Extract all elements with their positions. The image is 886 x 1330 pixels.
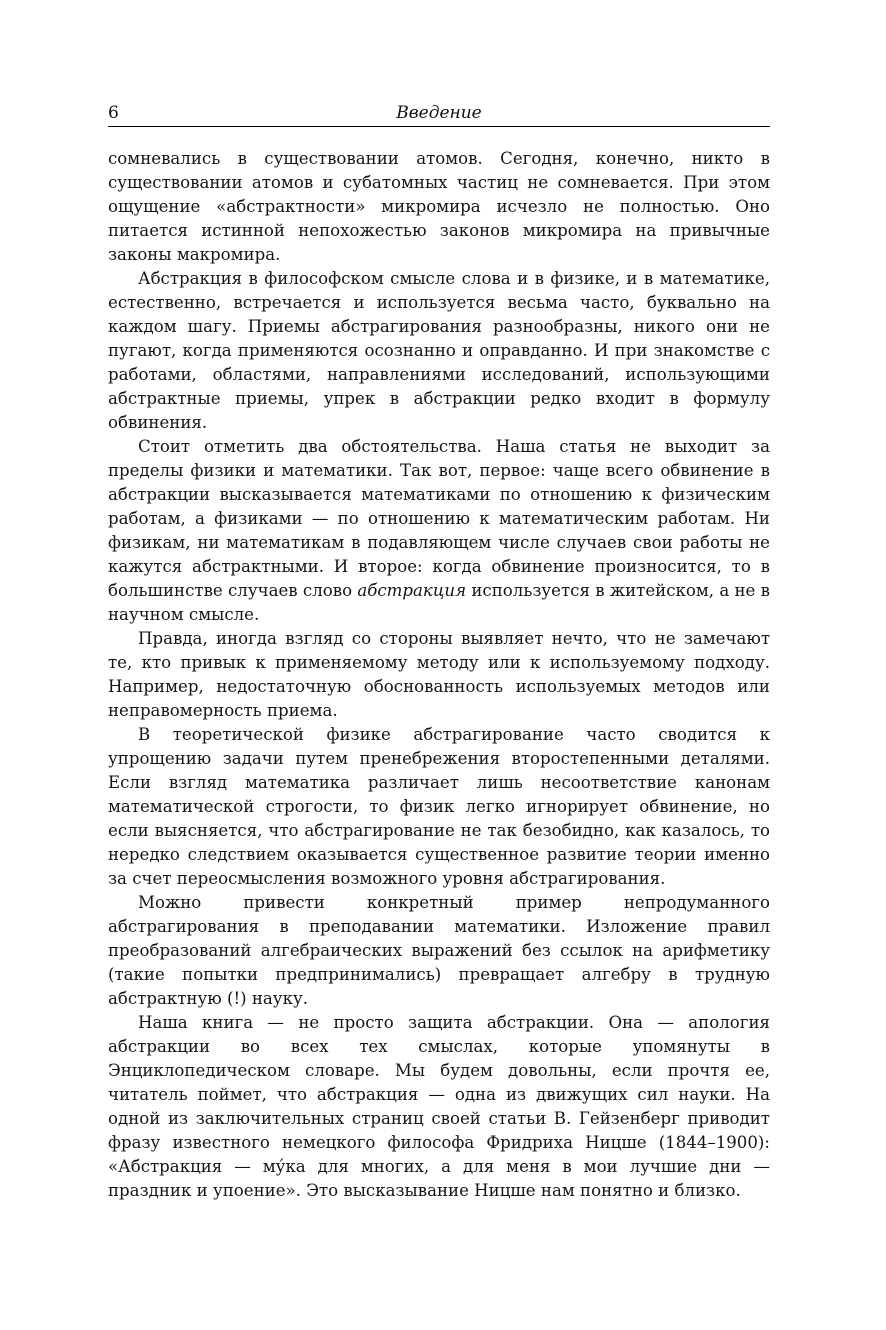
running-title: Введение xyxy=(396,103,482,123)
paragraph-text: используется в житейском, а не в научном смысле. xyxy=(108,581,770,624)
paragraph xyxy=(108,435,770,627)
page-header xyxy=(108,100,770,127)
page-number: 6 xyxy=(108,103,119,123)
paragraph-text: Стоит отметить два обстоятельства. Наша статья не выходит за пределы физики и математики. Так вот, первое: чаще всего обвинение в абстракции высказывается математиками по отношению к физическим работам, а физиками — по отношению к математическим работам. Ни физикам, ни математикам в подавляющем числе случаев свои работы не кажутся абстрактными. И второе: когда обвинение произносится, то в большинстве случаев слово xyxy=(108,437,770,600)
paragraph: В теоретической физике абстрагирование часто сводится к упрощению задачи путем пренебрежения второстепенными деталями. Если взгляд математика различает лишь несоответствие канонам математической строгости, то физик легко игнорирует обвинение, но если выясняется, что абстрагирование не так безобидно, как казалось, то нередко следствием оказывается существенное развитие теории именно за счет переосмысления возможного уровня абстрагирования. xyxy=(108,725,770,888)
body-text xyxy=(108,147,770,1203)
paragraph: Абстракция в философском смысле слова и в физике, и в математике, естественно, встречается и используется весьма часто, буквально на каждом шагу. Приемы абстрагирования разнообразны, никого они не пугают, когда применяются осознанно и оправданно. И при знакомстве с работами, областями, направлениями исследований, использующими абстрактные приемы, упрек в абстракции редко входит в формулу обвинения. xyxy=(108,269,770,432)
paragraph: сомневались в существовании атомов. Сегодня, конечно, никто в существовании атомов и субатомных частиц не сомневается. При этом ощущение «абстрактности» микромира исчезло не полностью. Оно питается истинной непохожестью законов микромира на привычные законы макромира. xyxy=(108,149,770,264)
paragraph: Наша книга — не просто защита абстракции. Она — апология абстракции во всех тех смыслах, которые упомянуты в Энциклопедическом словаре. Мы будем довольны, если прочтя ее, читатель поймет, что абстракция — одна из движущих сил науки. На одной из заключительных страниц своей статьи В. Гейзенберг приводит фразу известного немецкого философа Фридриха Ницше (1844–1900): «Абстракция — му́ка для многих, а для меня в мои лучшие дни — праздник и упоение». Это высказывание Ницше нам понятно и близко. xyxy=(108,1013,770,1200)
paragraph: Можно привести конкретный пример непродуманного абстрагирования в преподавании математики. Изложение правил преобразований алгебраических выражений без ссылок на арифметику (такие попытки предпринимались) превращает алгебру в трудную абстрактную (!) науку. xyxy=(108,893,770,1008)
paragraph: Правда, иногда взгляд со стороны выявляет нечто, что не замечают те, кто привык к применяемому методу или к используемому подходу. Например, недостаточную обоснованность используемых методов или неправомерность приема. xyxy=(108,629,770,720)
emphasized-word: абстракция xyxy=(357,581,467,600)
